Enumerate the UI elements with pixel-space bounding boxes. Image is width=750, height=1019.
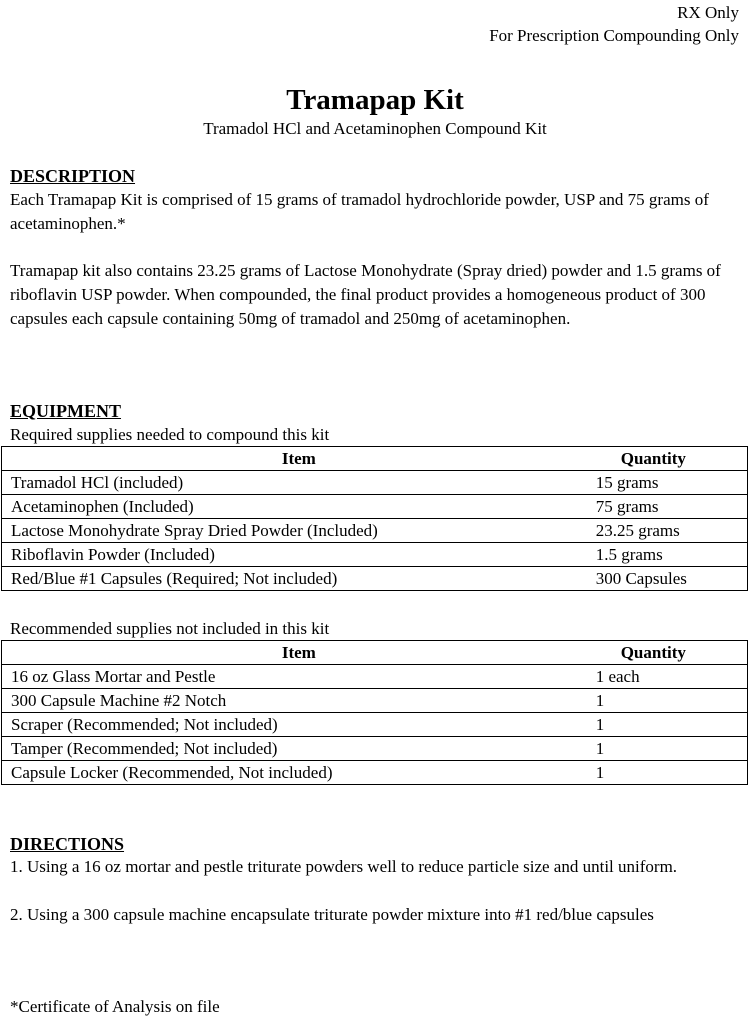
table-header-row <box>2 641 748 665</box>
column-header-item: Item <box>2 641 587 665</box>
page-title: Tramapap Kit <box>286 84 464 116</box>
table-row <box>2 543 748 567</box>
quantity-cell: 300 Capsules <box>587 567 748 591</box>
required-supplies-caption: Required supplies needed to compound this kit <box>10 425 330 444</box>
table-header-row <box>2 447 748 471</box>
item-cell: Tramadol HCl (included) <box>2 471 587 495</box>
description-heading: DESCRIPTION <box>10 166 136 186</box>
directions-heading: DIRECTIONS <box>10 834 125 854</box>
quantity-cell: 1 <box>587 737 748 761</box>
recommended-supplies-caption: Recommended supplies not included in this kit <box>10 619 330 638</box>
column-header-item: Item <box>2 447 587 471</box>
table-row <box>2 737 748 761</box>
table-row <box>2 471 748 495</box>
table-row <box>2 519 748 543</box>
item-cell: Scraper (Recommended; Not included) <box>2 713 587 737</box>
quantity-cell: 23.25 grams <box>587 519 748 543</box>
column-header-quantity: Quantity <box>587 641 748 665</box>
item-cell: 300 Capsule Machine #2 Notch <box>2 689 587 713</box>
quantity-cell: 75 grams <box>587 495 748 519</box>
quantity-cell: 1 <box>587 689 748 713</box>
table-row <box>2 495 748 519</box>
direction-step: 1. Using a 16 oz mortar and pestle triturate powders well to reduce particle size and until uniform. <box>10 857 678 876</box>
item-cell: Riboflavin Powder (Included) <box>2 543 587 567</box>
quantity-cell: 1 <box>587 713 748 737</box>
quantity-cell: 1 each <box>587 665 748 689</box>
item-cell: Acetaminophen (Included) <box>2 495 587 519</box>
compounding-only-label: For Prescription Compounding Only <box>489 26 739 45</box>
item-cell: Tamper (Recommended; Not included) <box>2 737 587 761</box>
item-cell: Red/Blue #1 Capsules (Required; Not included) <box>2 567 587 591</box>
equipment-heading: EQUIPMENT <box>10 401 122 421</box>
table-row <box>2 665 748 689</box>
table-row <box>2 713 748 737</box>
item-cell: 16 oz Glass Mortar and Pestle <box>2 665 587 689</box>
quantity-cell: 1 <box>587 761 748 785</box>
column-header-quantity: Quantity <box>587 447 748 471</box>
page-subtitle: Tramadol HCl and Acetaminophen Compound Kit <box>203 119 547 138</box>
item-cell: Lactose Monohydrate Spray Dried Powder (Included) <box>2 519 587 543</box>
table-row <box>2 689 748 713</box>
recommended-supplies-table <box>1 640 748 785</box>
table-row <box>2 567 748 591</box>
quantity-cell: 15 grams <box>587 471 748 495</box>
item-cell: Capsule Locker (Recommended, Not included) <box>2 761 587 785</box>
description-paragraph: Tramapap kit also contains 23.25 grams of Lactose Monohydrate (Spray dried) powder and 1.5 grams of riboflavin USP powder. When compounded, the final product provides a homogeneous product of 300 capsules each capsule containing 50mg of tramadol and 250mg of acetaminophen. <box>10 261 721 328</box>
rx-only-label: RX Only <box>677 3 739 22</box>
required-supplies-table <box>1 446 748 591</box>
description-paragraph: Each Tramapap Kit is comprised of 15 grams of tramadol hydrochloride powder, USP and 75 grams of acetaminophen.* <box>10 190 709 233</box>
quantity-cell: 1.5 grams <box>587 543 748 567</box>
direction-step: 2. Using a 300 capsule machine encapsulate triturate powder mixture into #1 red/blue capsules <box>10 905 654 924</box>
certificate-footnote: *Certificate of Analysis on file <box>10 997 220 1016</box>
table-row <box>2 761 748 785</box>
